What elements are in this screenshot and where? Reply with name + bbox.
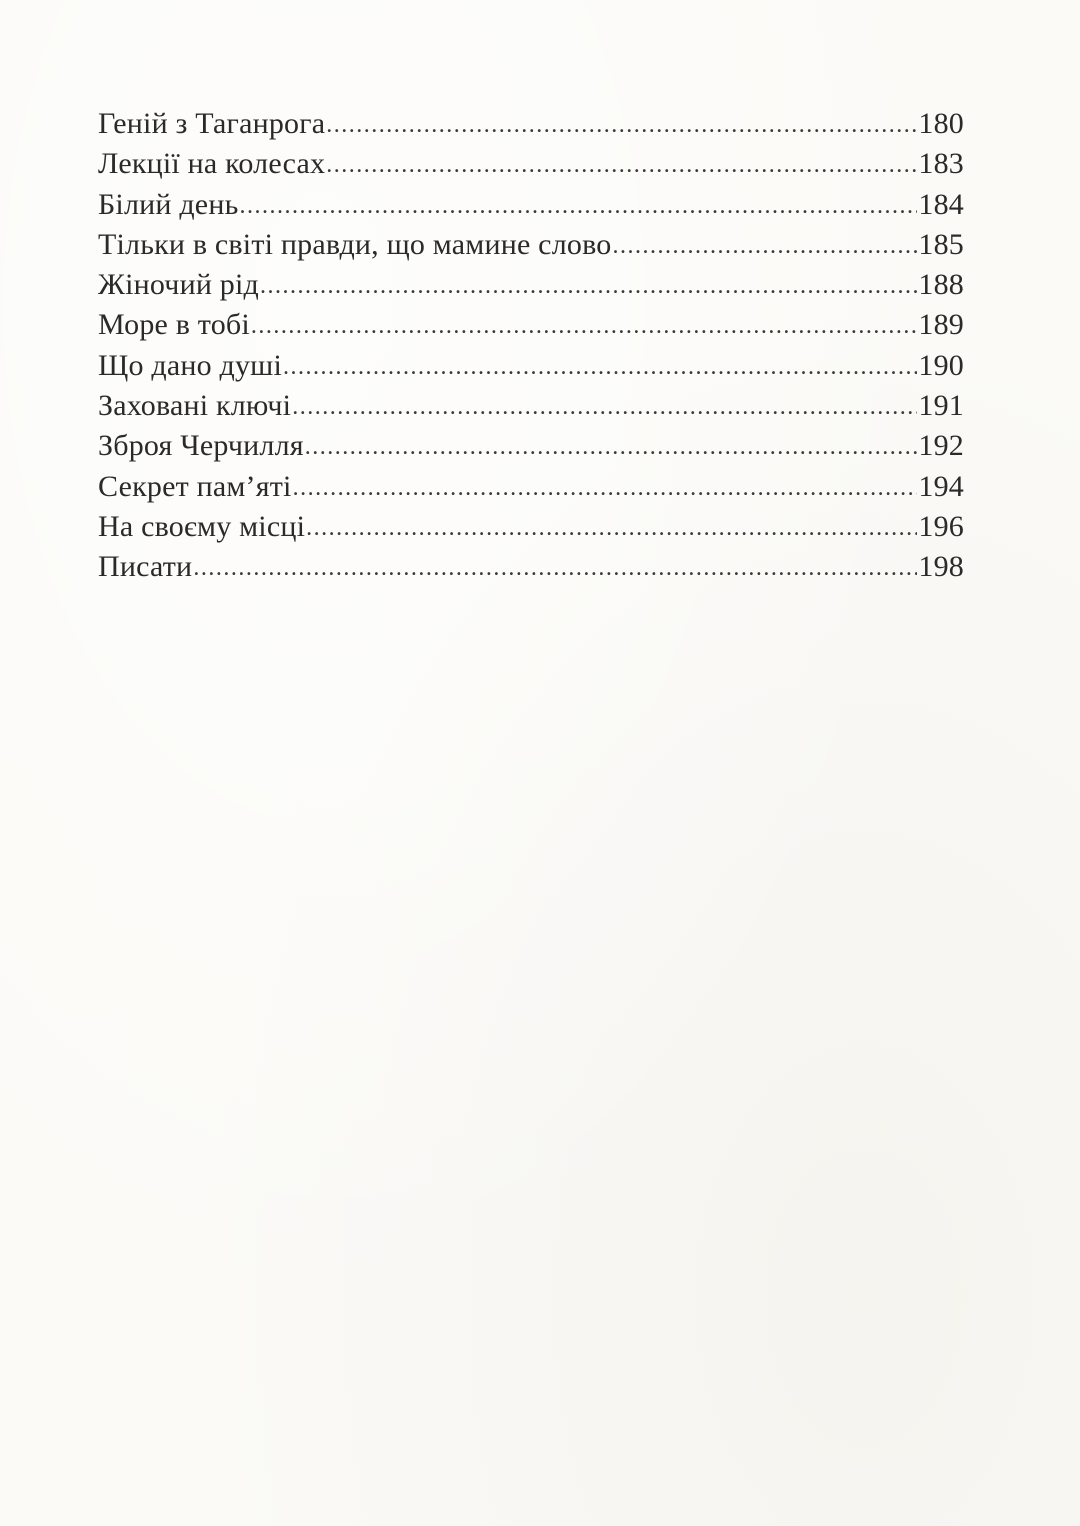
toc-entry-title: Тільки в світі правди, що мамине слово: [98, 227, 612, 261]
toc-entry: [98, 104, 964, 144]
toc-dot-leader: [306, 508, 917, 548]
toc-dot-leader: [251, 306, 917, 346]
toc-entry-title: Писати: [98, 550, 193, 584]
toc-entry: [98, 547, 964, 587]
toc-entry-page: 180: [918, 107, 964, 140]
toc-entry: [98, 305, 964, 345]
toc-dot-leader: [260, 266, 917, 306]
toc-entry-title: Море в тобі: [98, 308, 250, 342]
toc-dot-leader: [612, 226, 917, 266]
toc-dot-leader: [292, 387, 917, 427]
toc-entry-title: Геній з Таганрога: [98, 107, 326, 140]
toc-entry-page: 192: [918, 429, 964, 463]
toc-entry: [98, 386, 964, 426]
toc-entry: [98, 467, 964, 507]
toc-entry: [98, 426, 964, 466]
toc-entry-page: 189: [918, 308, 964, 342]
toc-entry-page: 185: [918, 227, 964, 261]
toc-entry-title: Лекції на колесах: [98, 147, 326, 181]
toc-entry-title: Білий день: [98, 187, 239, 221]
toc-entry: [98, 225, 964, 265]
toc-entry-page: 198: [918, 550, 964, 584]
toc-dot-leader: [293, 468, 918, 508]
toc-entry: [98, 144, 964, 184]
toc-dot-leader: [283, 347, 917, 387]
toc-dot-leader: [326, 145, 917, 185]
toc-entry-page: 190: [918, 348, 964, 382]
toc-dot-leader: [193, 548, 917, 588]
toc-dot-leader: [326, 105, 917, 145]
toc-entry: [98, 265, 964, 305]
toc-entry: [98, 346, 964, 386]
toc-entry-title: На своєму місці: [98, 509, 306, 543]
toc-entry-title: Що дано душі: [98, 348, 282, 382]
toc-dot-leader: [239, 186, 917, 226]
toc-entry-title: Жіночий рід: [98, 268, 259, 302]
toc-entry: [98, 507, 964, 547]
toc-entry-page: 196: [918, 509, 964, 543]
table-of-contents: [98, 104, 964, 588]
toc-entry-page: 188: [918, 268, 964, 302]
toc-entry-page: 194: [918, 469, 964, 503]
toc-entry-page: 191: [918, 389, 964, 423]
toc-entry-title: Зброя Черчилля: [98, 429, 304, 463]
toc-entry-title: Заховані ключі: [98, 389, 292, 423]
toc-entry-title: Секрет пам’яті: [98, 469, 292, 503]
toc-entry-page: 184: [918, 187, 964, 221]
toc-entry: [98, 185, 964, 225]
toc-entry-page: 183: [918, 147, 964, 181]
toc-dot-leader: [305, 427, 918, 467]
